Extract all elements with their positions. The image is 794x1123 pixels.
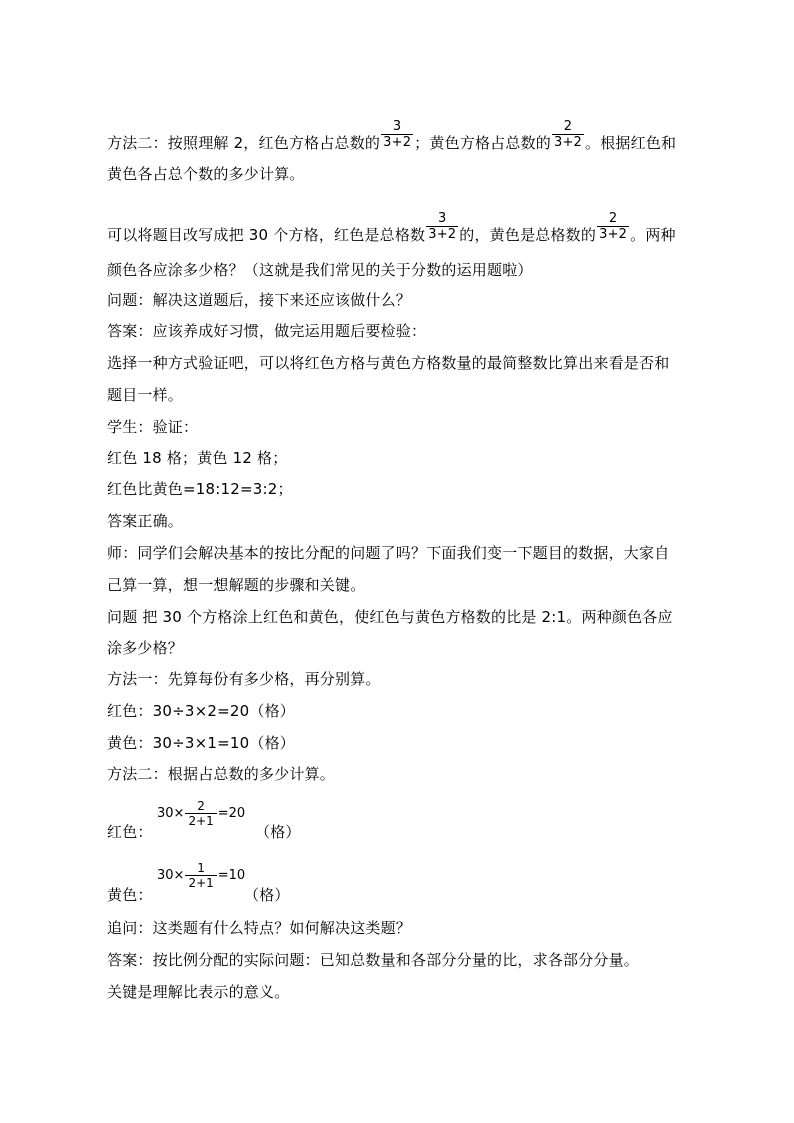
red-equation: 30× $\frac{2}{2+1}$ =20 — [157, 799, 246, 828]
fraction-three-fifths: $\frac{3}{3+2}$ — [428, 211, 457, 242]
red-unit: （格） — [255, 823, 301, 841]
fraction-two-fifths: $\frac{2}{3+2}$ — [599, 211, 628, 242]
verify-line-2: 题目一样。 — [107, 386, 184, 404]
method-two-proportion-line: 方法二：根据占总数的多少计算。 — [107, 765, 336, 783]
fraction-two-thirds: $\frac{2}{2+1}$ — [185, 799, 216, 828]
fraction-three-fifths: $\frac{3}{3+2}$ — [383, 119, 412, 150]
yellow-label: 黄色： — [107, 886, 153, 904]
text-segment: 方法二：按照理解 2，红色方格占总数的 — [107, 134, 381, 152]
teacher-line-2: 己算一算，想一想解题的步骤和关键。 — [107, 576, 366, 594]
verify-line-1: 选择一种方式验证吧，可以将红色方格与黄色方格数量的最简整数比算出来看是否和 — [107, 354, 670, 372]
red-label: 红色： — [107, 823, 153, 841]
fraction-one-third: $\frac{1}{2+1}$ — [185, 861, 216, 890]
text-segment: 。两种 — [630, 226, 676, 244]
problem-line-2: 涂多少格？ — [107, 639, 184, 657]
question-line: 问题：解决这道题后，接下来还应该做什么？ — [107, 291, 412, 309]
yellow-equation: 30× $\frac{1}{2+1}$ =10 — [157, 861, 246, 890]
method-two-line-1 — [107, 119, 677, 159]
yellow-unit: （格） — [244, 886, 290, 904]
text-segment: 。根据红色和 — [585, 134, 677, 152]
red-calc-line: 红色：30÷3×2=20（格） — [107, 702, 295, 720]
rewrite-line-1 — [107, 211, 676, 251]
text-segment: 的，黄色是总格数的 — [459, 226, 597, 244]
key-point-line: 关键是理解比表示的意义。 — [107, 983, 290, 1001]
method-two-line-2: 黄色各占总个数的多少计算。 — [107, 165, 305, 183]
method-one-line: 方法一：先算每份有多少格，再分别算。 — [107, 670, 381, 688]
problem-line-1: 问题 把 30 个方格涂上红色和黄色，使红色与黄色方格数的比是 2:1。两种颜色各应 — [107, 608, 673, 626]
answer-line: 答案：应该养成好习惯，做完运用题后要检验： — [107, 322, 427, 340]
teacher-line-1: 师：同学们会解决基本的按比分配的问题了吗？下面我们变一下题目的数据，大家自 — [107, 544, 670, 562]
student-line: 学生：验证： — [107, 418, 199, 436]
yellow-calc-line: 黄色：30÷3×1=10（格） — [107, 734, 295, 752]
fraction-two-fifths: $\frac{2}{3+2}$ — [553, 119, 583, 150]
text-segment: ；黄色方格占总数的 — [414, 134, 551, 152]
follow-up-question-line: 追问：这类题有什么特点？如何解决这类题？ — [107, 919, 412, 937]
red-yellow-count-line: 红色 18 格；黄色 12 格； — [107, 449, 288, 467]
follow-up-answer-line: 答案：按比例分配的实际问题：已知总数量和各部分分量的比，求各部分分量。 — [107, 951, 640, 969]
answer-correct-line: 答案正确。 — [107, 512, 184, 530]
text-segment: 可以将题目改写成把 30 个方格，红色是总格数 — [107, 226, 426, 244]
rewrite-line-2: 颜色各应涂多少格？（这就是我们常见的关于分数的运用题啦） — [107, 261, 533, 279]
ratio-line: 红色比黄色=18:12=3:2； — [107, 480, 293, 498]
